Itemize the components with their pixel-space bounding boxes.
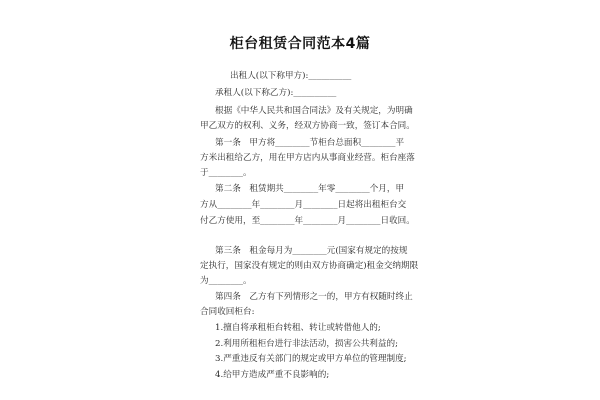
article-4-item-3: 3.严重违反有关部门的规定或甲方单位的管理制度; [215, 354, 407, 364]
article-1-line-3: 于________。 [200, 168, 252, 178]
article-4-line-1: 第四条 乙方有下列情形之一的，甲方有权随时终止 [215, 292, 413, 302]
article-3-line-3: 为________。 [200, 276, 252, 286]
article-1-line-1: 第一条 甲方将________节柜台总面积________平 [215, 138, 405, 148]
article-3-line-1: 第三条 租金每月为________元(国家有规定的按规 [215, 246, 408, 256]
article-4-item-1: 1.擅自将承租柜台转租、转让或转借他人的; [215, 323, 381, 333]
preamble-line-2: 甲乙双方的权利、义务，经双方协商一致，签订本合同。 [200, 121, 415, 131]
article-2-line-2: 方从________年________月________日起将出租柜台交 [200, 200, 407, 210]
article-4-item-4: 4.给甲方造成严重不良影响的; [215, 370, 330, 380]
article-2-line-3: 付乙方使用，至________年________月________日收回。 [200, 216, 415, 226]
article-4-line-2: 合同收回柜台: [200, 307, 255, 317]
article-3-line-2: 定执行，国家没有规定的则由双方协商确定)租金交纳期限 [200, 261, 419, 271]
article-2-line-1: 第二条 租赁期共________年零________个月，甲 [215, 184, 405, 194]
article-1-line-2: 方米出租给乙方，用在甲方店内从事商业经营。柜台座落 [200, 153, 415, 163]
preamble-line-1: 根据《中华人民共和国合同法》及有关规定，为明确 [215, 106, 413, 116]
lessee-line: 承租人(以下称乙方):__________ [215, 88, 337, 98]
lessor-line: 出租人(以下称甲方):__________ [230, 71, 352, 81]
article-4-item-2: 2.利用所租柜台进行非法活动，损害公共利益的; [215, 339, 398, 349]
document-title: 柜台租赁合同范本4篇 [229, 36, 371, 52]
